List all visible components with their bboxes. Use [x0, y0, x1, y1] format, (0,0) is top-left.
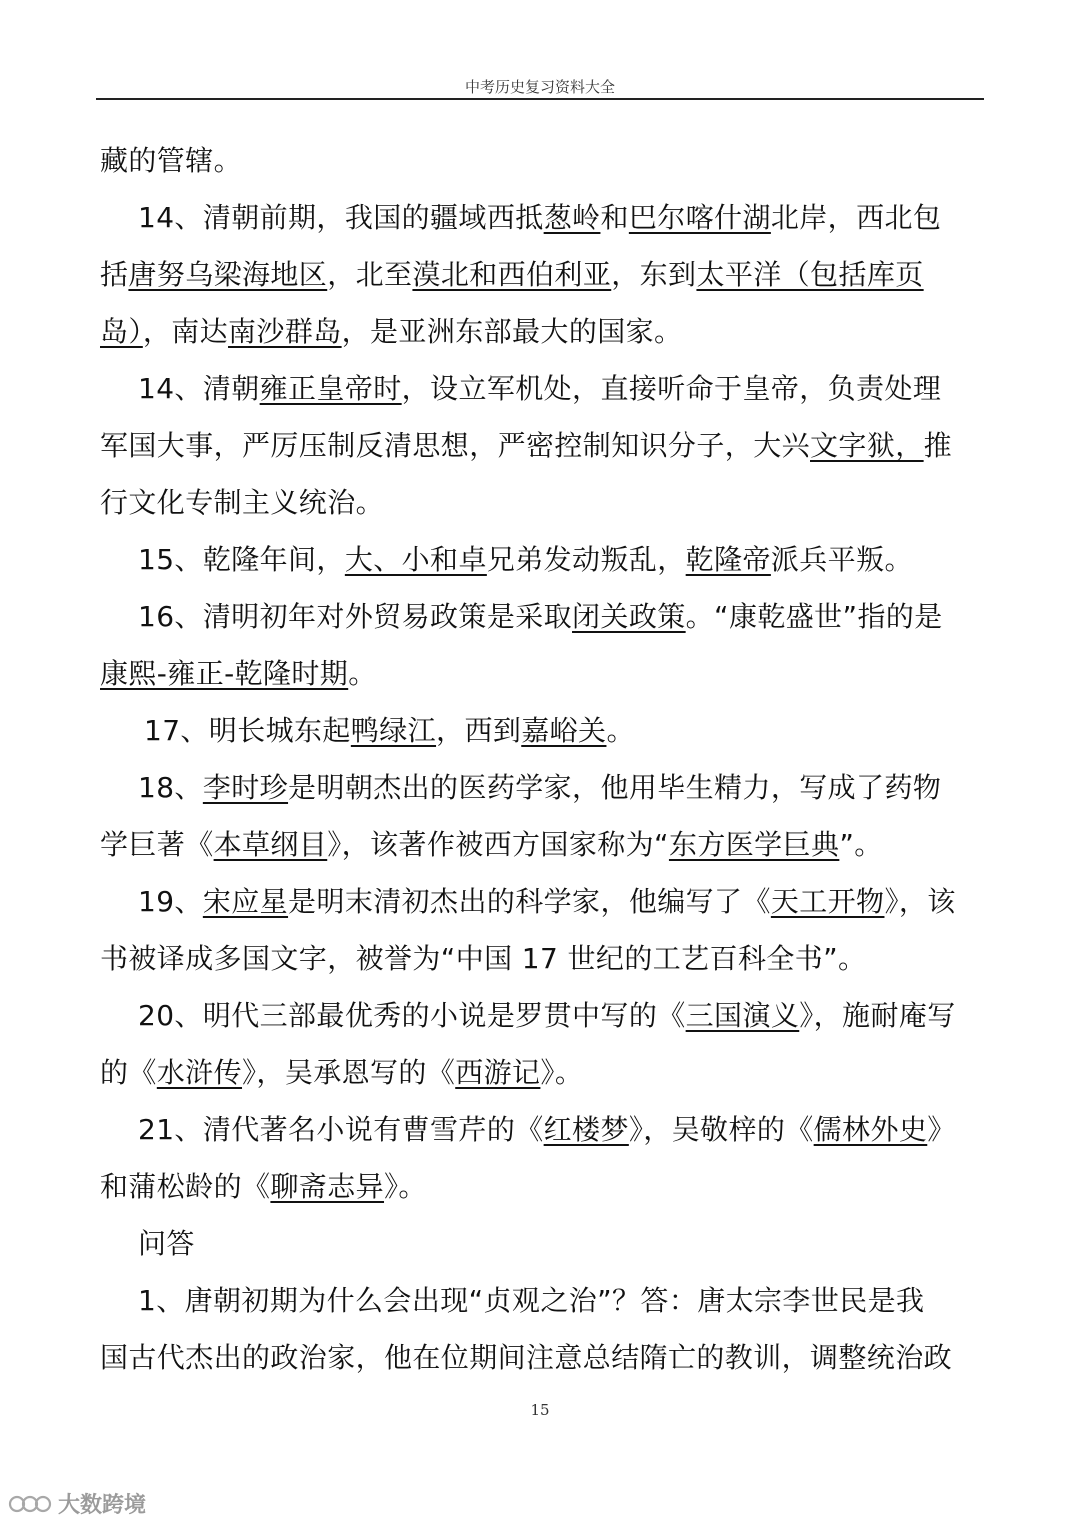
- text-run: 。: [606, 714, 635, 747]
- text-run: ，西到: [436, 714, 522, 747]
- text-run: 兄弟发动叛乱，: [486, 543, 686, 576]
- text-run: 军国大事，严厉压制反清思想，严密控制知识分子，大兴: [100, 429, 811, 462]
- text-run: 和: [600, 201, 629, 234]
- text-run: 国古代杰出的政治家，他在位期间注意总结隋亡的教训，调整统治政: [100, 1341, 953, 1374]
- text-run: 括: [100, 258, 129, 291]
- text-line: [100, 987, 976, 1044]
- text-line: [100, 1158, 976, 1215]
- text-run: 1、唐朝初期为什么会出现“贞观之治”？答：唐太宗李世民是我: [138, 1284, 925, 1317]
- text-line: [100, 1044, 976, 1101]
- text-line: [100, 360, 976, 417]
- underlined-term: 南沙群岛: [228, 315, 342, 348]
- text-run: 20、明代三部最优秀的小说是罗贯中写的《: [138, 999, 686, 1032]
- text-line: [100, 417, 976, 474]
- text-line: [100, 702, 976, 759]
- underlined-term: 红楼梦: [543, 1113, 629, 1146]
- underlined-term: 天工开物: [770, 885, 885, 918]
- text-line: [100, 930, 976, 987]
- underlined-term: 漠北和西伯利亚: [412, 258, 612, 291]
- text-line: [100, 189, 976, 246]
- text-run: 藏的管辖。: [100, 144, 243, 177]
- text-run: 14、清朝: [138, 372, 260, 405]
- underlined-term: 康熙-雍正-乾隆时期: [100, 657, 349, 690]
- underlined-term: 宋应星: [202, 885, 289, 918]
- underlined-term: 儒林外史: [813, 1113, 928, 1146]
- underlined-term: 闭关政策: [572, 600, 686, 633]
- text-line: [100, 132, 976, 189]
- text-run: 16、清明初年对外贸易政策是采取: [138, 600, 573, 633]
- text-run: ，南达: [142, 315, 229, 348]
- underlined-term: 雍正皇帝时: [259, 372, 402, 405]
- text-line: [100, 759, 976, 816]
- underlined-term: 太平洋（包括库页: [696, 258, 924, 291]
- underlined-term: 李时珍: [202, 771, 289, 804]
- text-run: 17、明长城东起: [144, 714, 351, 747]
- text-line: [100, 1329, 976, 1386]
- text-run: ”。: [839, 828, 883, 861]
- underlined-term: 乾隆帝: [685, 543, 771, 576]
- text-run: ，是亚洲东部最大的国家。: [341, 315, 683, 348]
- text-run: 问答: [138, 1227, 195, 1260]
- text-line: [100, 531, 976, 588]
- underlined-term: 鸭绿江: [350, 714, 437, 747]
- text-line: [100, 588, 976, 645]
- underlined-term: 嘉峪关: [521, 714, 607, 747]
- text-run: 的《: [100, 1056, 157, 1089]
- text-run: 18、: [138, 771, 203, 804]
- text-run: 》，该著作被西方国家称为“: [327, 828, 669, 861]
- text-line: [100, 816, 976, 873]
- text-run: 是明朝杰出的医药学家，他用毕生精力，写成了药物: [288, 771, 942, 804]
- text-run: 14、清朝前期，我国的疆域西抵: [138, 201, 544, 234]
- text-line: [100, 645, 976, 702]
- underlined-term: 大、小和卓: [344, 543, 487, 576]
- underlined-term: 聊斋志异: [270, 1170, 385, 1203]
- text-run: 》，吴敬梓的《: [628, 1113, 814, 1146]
- text-line: [100, 474, 976, 531]
- text-line: [100, 873, 976, 930]
- header-divider: [96, 98, 984, 100]
- brand-logo-icon: [8, 1491, 52, 1517]
- document-body: [100, 132, 976, 1386]
- text-run: ，北至: [327, 258, 413, 291]
- text-run: ，东到: [611, 258, 697, 291]
- text-run: 。“康乾盛世”指的是: [685, 600, 943, 633]
- text-run: 》。: [384, 1170, 427, 1203]
- underlined-term: 唐努乌梁海地区: [128, 258, 328, 291]
- underlined-term: 文字狱，: [810, 429, 924, 462]
- text-run: 。: [348, 657, 377, 690]
- text-run: 行文化专制主义统治。: [100, 486, 385, 519]
- text-line: [100, 1215, 976, 1272]
- page-header-title: 中考历史复习资料大全: [464, 78, 615, 96]
- text-run: 15、乾隆年间，: [138, 543, 345, 576]
- text-run: 北岸，西北包: [770, 201, 942, 234]
- text-run: 和蒲松龄的《: [100, 1170, 271, 1203]
- text-run: 21、清代著名小说有曹雪芹的《: [138, 1113, 544, 1146]
- text-run: 》，施耐庵写: [799, 999, 956, 1032]
- text-run: 是明末清初杰出的科学家，他编写了《: [288, 885, 771, 918]
- underlined-term: 东方医学巨典: [668, 828, 840, 861]
- underlined-term: 岛）: [100, 315, 143, 348]
- underlined-term: 本草纲目: [213, 828, 328, 861]
- underlined-term: 巴尔喀什湖: [628, 201, 771, 234]
- text-line: [100, 246, 976, 303]
- text-run: 推: [923, 429, 953, 462]
- text-run: 书被译成多国文字，被誉为“中国 17 世纪的工艺百科全书”。: [100, 942, 867, 975]
- watermark: [8, 1488, 146, 1519]
- underlined-term: 葱岭: [543, 201, 601, 234]
- page-number: 15: [530, 1401, 550, 1419]
- text-line: [100, 1272, 976, 1329]
- underlined-term: 三国演义: [685, 999, 800, 1032]
- watermark-text: 大数跨境: [58, 1493, 147, 1518]
- text-run: 》，吴承恩写的《: [242, 1056, 456, 1089]
- text-run: 》，该: [884, 885, 956, 918]
- text-run: 》。: [540, 1056, 584, 1089]
- underlined-term: 水浒传: [156, 1056, 243, 1089]
- text-run: 学巨著《: [100, 828, 214, 861]
- text-line: [100, 303, 976, 360]
- text-run: 》: [927, 1113, 956, 1146]
- text-run: ，设立军机处，直接听命于皇帝，负责处理: [401, 372, 942, 405]
- underlined-term: 西游记: [455, 1056, 541, 1089]
- text-run: 19、: [138, 885, 203, 918]
- text-run: 派兵平叛。: [770, 543, 913, 576]
- text-line: [100, 1101, 976, 1158]
